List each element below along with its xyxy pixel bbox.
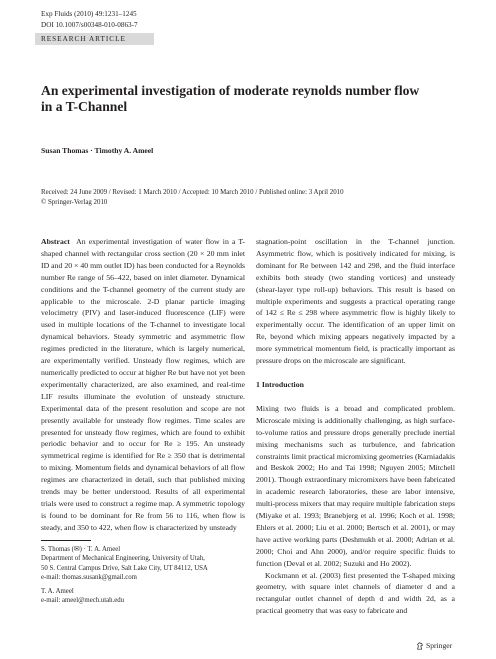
dates-history: Received: 24 June 2009 / Revised: 1 March 2010 / Accepted: 10 March 2010 / Published online: 3 April 2010 xyxy=(41,189,344,196)
authors: Susan Thomas · Timothy A. Ameel xyxy=(41,146,154,155)
section-heading: 1 Introduction xyxy=(256,379,304,389)
doi: DOI 10.1007/s00348-010-0863-7 xyxy=(41,21,138,29)
journal-citation: Exp Fluids (2010) 49:1231–1245 xyxy=(41,10,137,18)
affiliation-names: S. Thomas (✉) · T. A. Ameel xyxy=(41,546,121,553)
affiliation-email-2[interactable]: e-mail: ameel@mech.utah.edu xyxy=(41,597,125,605)
article-title xyxy=(41,83,461,115)
springer-horse-icon xyxy=(416,642,424,650)
abstract-text: An experimental investigation of water flow in a T-shaped channel with rectangular cross section (20 × 20 mm inlet ID and 20 × 40 mm outlet ID) has been conducted for a Reynolds number Re range of 56–422, based on inlet diameter. Dynamical conditions and the T-channel geometry of the current study are applicable to the microscale. 2-D planar particle imaging velocimetry (PIV) and laser-induced fluorescence (LIF) were used in multiple locations of the T-channel to investigate local dynamical behaviors. Steady symmetric and asymmetric flow regimes predicted in the literature, which is largely numerical, are experimentally verified. Unsteady flow regimes, which are numerically predicted to occur at higher Re but have not yet been experimentally characterized, are also examined, and real-time LIF results illuminate the evolution of unsteady structure. Experimental data of the present resolution and scope are not presently available for unsteady flow regimes. Time scales are presented for unsteady flow regimes, which are found to exhibit periodic behavior and to occur for Re ≥ 195. An unsteady symmetrical regime is identified for Re ≥ 350 that is detrimental to mixing. Momentum fields and dynamical behaviors of all flow regimes are characterized in detail, such that published mixing trends may be better understood. Results of all experimental trials were used to construct a regime map. A symmetric topology is found to be dominant for Re from 56 to 116, when flow is steady, and 350 to 422, when flow is characterized by unsteady xyxy=(41,237,246,532)
title-line-1: An experimental investigation of moderate reynolds number flow xyxy=(41,83,420,98)
right-column xyxy=(256,236,455,617)
publication-dates xyxy=(41,188,461,207)
article-type-banner: RESEARCH ARTICLE xyxy=(35,33,154,45)
intro-paragraph-2: Kockmann et al. (2003) first presented the T-shaped mixing geometry, with square inlet channels of diameter d and a rectangular outlet channel of depth d and width 2d, as a practical geometry that was easy to fabricate and xyxy=(256,570,455,616)
affiliation-dept: Department of Mechanical Engineering, University of Utah, xyxy=(41,555,205,563)
title-line-2: in a T-Channel xyxy=(41,99,128,114)
abstract-column xyxy=(41,236,245,534)
journal-header xyxy=(41,9,138,31)
affiliation-address: 50 S. Central Campus Drive, Salt Lake City, UT 84112, USA xyxy=(41,564,208,572)
publisher-name: Springer xyxy=(426,641,453,650)
footnote-rule xyxy=(41,540,91,541)
affiliation-name-2: T. A. Ameel xyxy=(41,587,74,595)
publisher-logo xyxy=(416,641,452,650)
copyright: © Springer-Verlag 2010 xyxy=(41,198,108,206)
abstract-label: Abstract xyxy=(41,237,70,246)
intro-paragraph-1: Mixing two fluids is a broad and complicated problem. Microscale mixing is additionally challenging, as high surface-to-volume ratios and pressure drops generally preclude inertial mixing mechanisms such as turbulence, and fabrication constraints limit practical micromixing geometries (Karniadakis and Beskok 2002; Ho and Tai 1998; Nguyen 2005; Mitchell 2001). Though extraordinary micromixers have been fabricated in academic research laboratories, these are labor intensive, multi-process mixers that may require multiple fabrication steps (Miyake et al. 1993; Branebjerg et al. 1996; Koch et al. 1998; Ehlers et al. 2000; Liu et al. 2000; Bertsch et al. 2001), or may have active working parts (Deshmukh et al. 2000; Adrian et al. 2000; Choi and Ahn 2000), and/or require specific fluids to function (Deval et al. 2002; Suzuki and Ho 2002). xyxy=(256,403,455,568)
affiliation-email-1[interactable]: e-mail: thomas.susank@gmail.com xyxy=(41,574,137,582)
author-affiliation xyxy=(41,545,251,605)
abstract-paragraph xyxy=(41,236,245,534)
abstract-continued: stagnation-point oscillation in the T-channel junction. Asymmetric flow, which is positively indicated for mixing, is dominant for Re between 142 and 298, and the fluid interface exhibits both steady (two standing vortices) and unsteady (shear-layer type roll-up) behaviors. This result is based on multiple experiments and suggests a practical operating range of 142 ≤ Re ≤ 298 where asymmetric flow is highly likely to experimentally occur. The identification of an upper limit on Re, beyond which mixing appears negatively impacted by a more symmetrical momentum field, is practically important as pressure drops on the microscale are significant. xyxy=(256,237,455,366)
